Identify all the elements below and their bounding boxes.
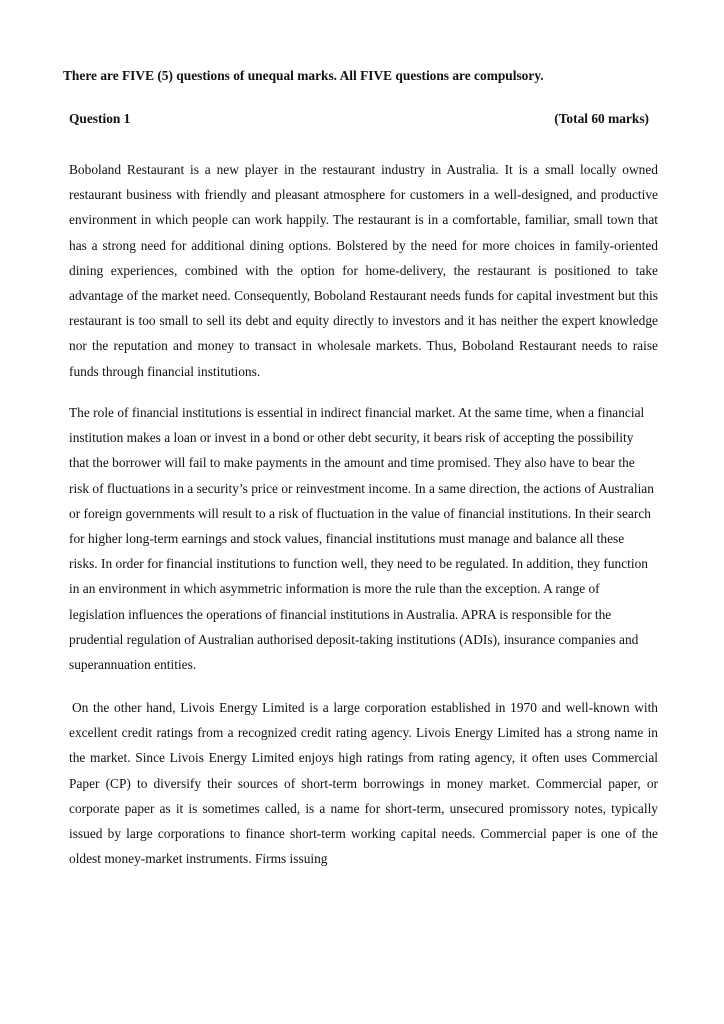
paragraph-financial-institutions: The role of financial institutions is essential in indirect financial market. At the same time, when a financial institution makes a loan or invest in a bond or other debt security, it bears risk of accepting the possibility that the borrower will fail to make payments in the amount and time promised. They also have to bear the risk of fluctuations in a security’s price or reinvestment income. In a same direction, the actions of Australian or foreign governments will result to a risk of fluctuation in the value of financial institutions. In their search for higher long-term earnings and stock values, financial institutions must manage and balance all these risks. In order for financial institutions to function well, they need to be regulated. In addition, they function in an environment in which asymmetric information is more the rule than the exception. A range of legislation influences the operations of financial institutions in Australia. APRA is responsible for the prudential regulation of Australian authorised deposit-taking institutions (ADIs), insurance companies and superannuation entities. bbox=[69, 405, 654, 673]
paragraph-livois-energy: On the other hand, Livois Energy Limited is a large corporation established in 1970 and well-known with excellent credit ratings from a recognized credit rating agency. Livois Energy Limited has a strong name in the market. Since Livois Energy Limited enjoys high ratings from rating agency, it often uses Commercial Paper (CP) to diversify their sources of short-term borrowings in money market. Commercial paper, or corporate paper as it is sometimes called, is a name for short-term, unsecured promissory notes, typically issued by large corporations to finance short-term working capital needs. Commercial paper is one of the oldest money-market instruments. Firms issuing bbox=[69, 700, 658, 867]
exam-instructions: There are FIVE (5) questions of unequal marks. All FIVE questions are compulsory. bbox=[63, 68, 544, 83]
question-title: Question 1 bbox=[69, 111, 131, 126]
paragraph-boboland-restaurant: Boboland Restaurant is a new player in the restaurant industry in Australia. It is a small locally owned restaurant business with friendly and pleasant atmosphere for customers in a well-designed, and productive environment in which people can work happily. The restaurant is in a comfortable, familiar, small town that has a strong need for additional dining options. Bolstered by the need for more choices in family-oriented dining experiences, combined with the option for home-delivery, the restaurant is positioned to take advantage of the market need. Consequently, Boboland Restaurant needs funds for capital investment but this restaurant is too small to sell its debt and equity directly to investors and it has neither the expert knowledge nor the reputation and money to transact in wholesale markets. Thus, Boboland Restaurant needs to raise funds through financial institutions. bbox=[69, 162, 658, 379]
question-total-marks: (Total 60 marks) bbox=[554, 111, 649, 126]
